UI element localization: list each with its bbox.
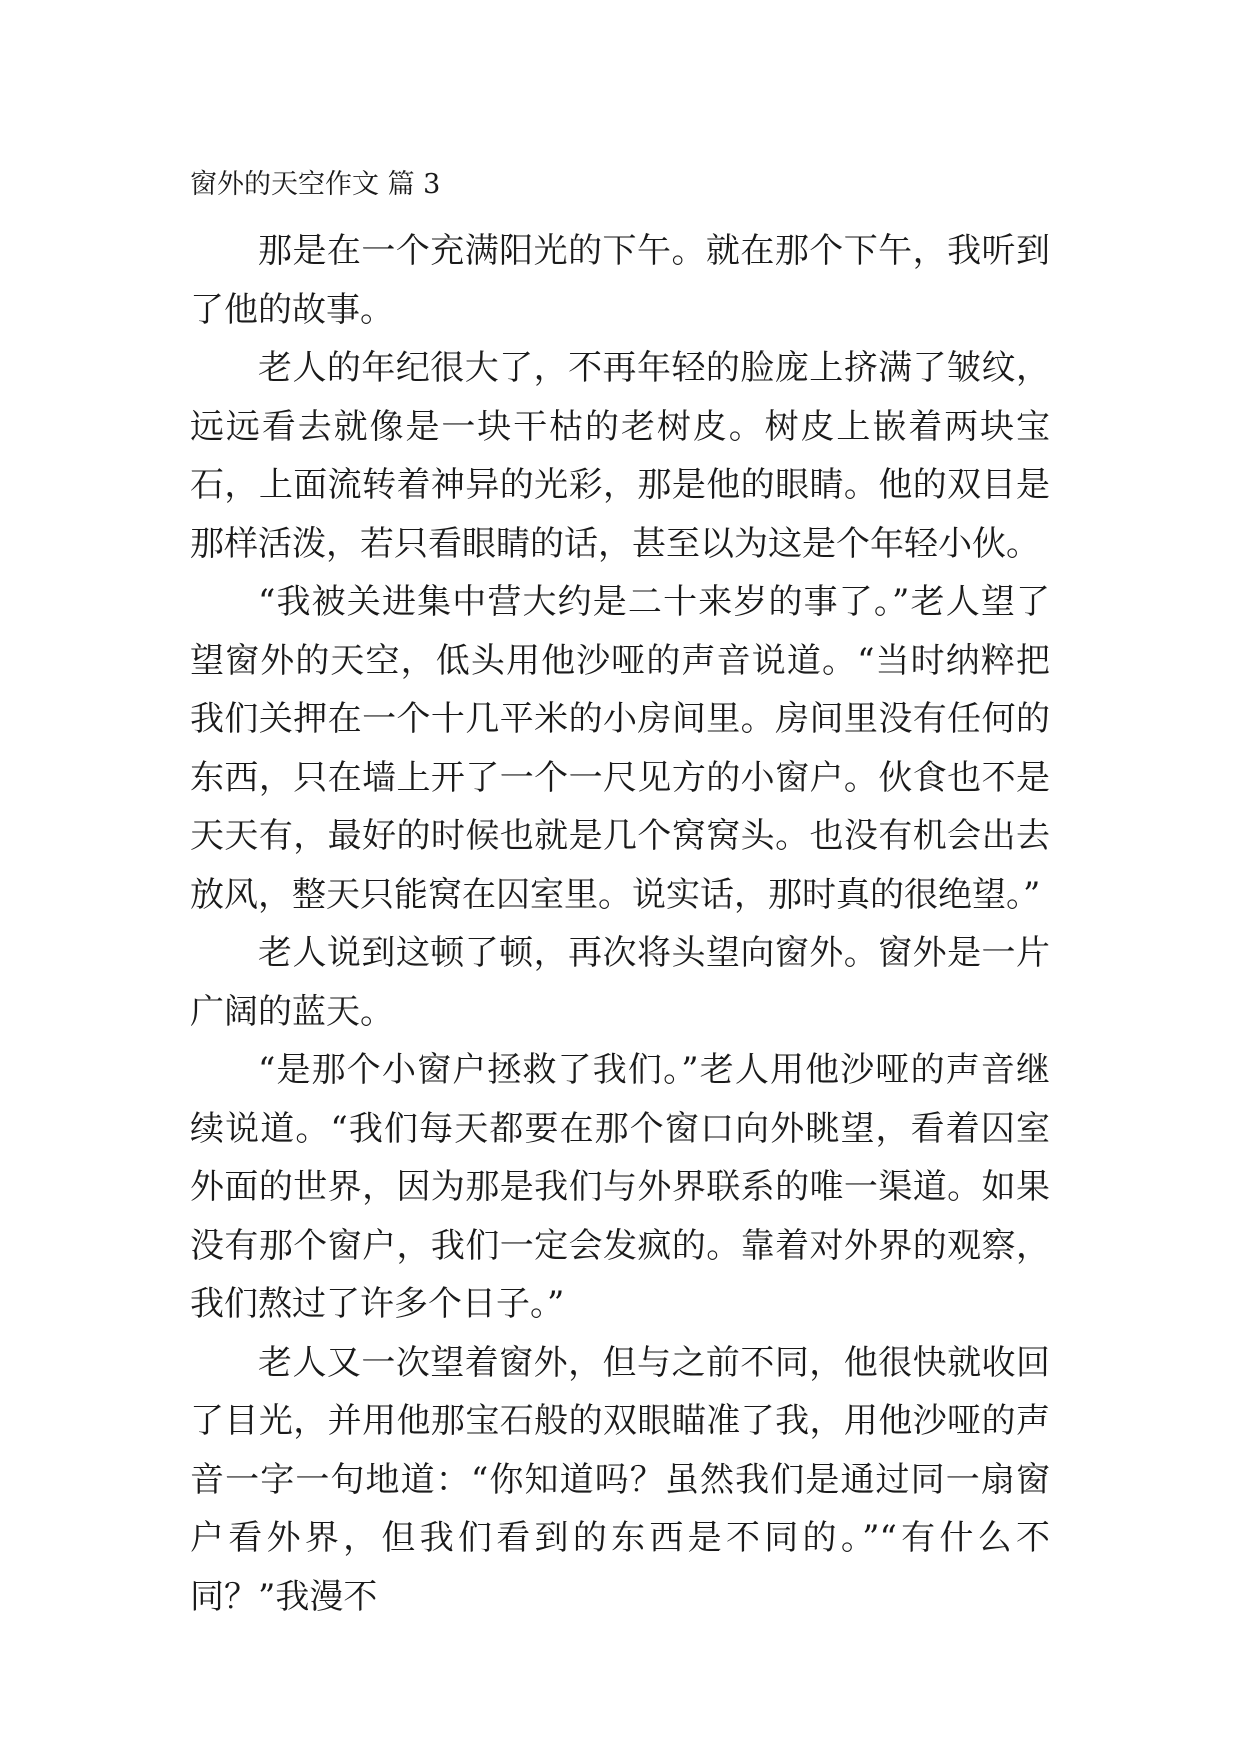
paragraph: “我被关进集中营大约是二十来岁的事了。”老人望了望窗外的天空，低头用他沙哑的声音说道。“当时纳粹把我们关押在一个十几平米的小房间里。房间里没有任何的东西，只在墙上开了一个一尺见方的小窗户。伙食也不是天天有，最好的时候也就是几个窝窝头。也没有机会出去放风，整天只能窝在囚室里。说实话，那时真的很绝望。” (190, 582, 1050, 915)
paragraph: 老人又一次望着窗外，但与之前不同，他很快就收回了目光，并用他那宝石般的双眼瞄准了我，用他沙哑的声音一字一句地道：“你知道吗？虽然我们是通过同一扇窗户看外界，但我们看到的东西是不同的。”“有什么不同？”我漫不 (190, 1342, 1050, 1617)
document-title: 窗外的天空作文 篇 3 (190, 169, 441, 200)
paragraph: “是那个小窗户拯救了我们。”老人用他沙哑的声音继续说道。“我们每天都要在那个窗口向外眺望，看着囚室外面的世界，因为那是我们与外界联系的唯一渠道。如果没有那个窗户，我们一定会发疯的。靠着对外界的观察，我们熬过了许多个日子。” (190, 1050, 1050, 1324)
paragraph: 老人的年纪很大了，不再年轻的脸庞上挤满了皱纹，远远看去就像是一块干枯的老树皮。树皮上嵌着两块宝石，上面流转着神异的光彩，那是他的眼睛。他的双目是那样活泼，若只看眼睛的话，甚至以为这是个年轻小伙。 (190, 348, 1050, 564)
document-body (190, 222, 1050, 1626)
paragraph: 那是在一个充满阳光的下午。就在那个下午，我听到了他的故事。 (190, 231, 1050, 330)
paragraph: 老人说到这顿了顿，再次将头望向窗外。窗外是一片广阔的蓝天。 (190, 933, 1050, 1032)
